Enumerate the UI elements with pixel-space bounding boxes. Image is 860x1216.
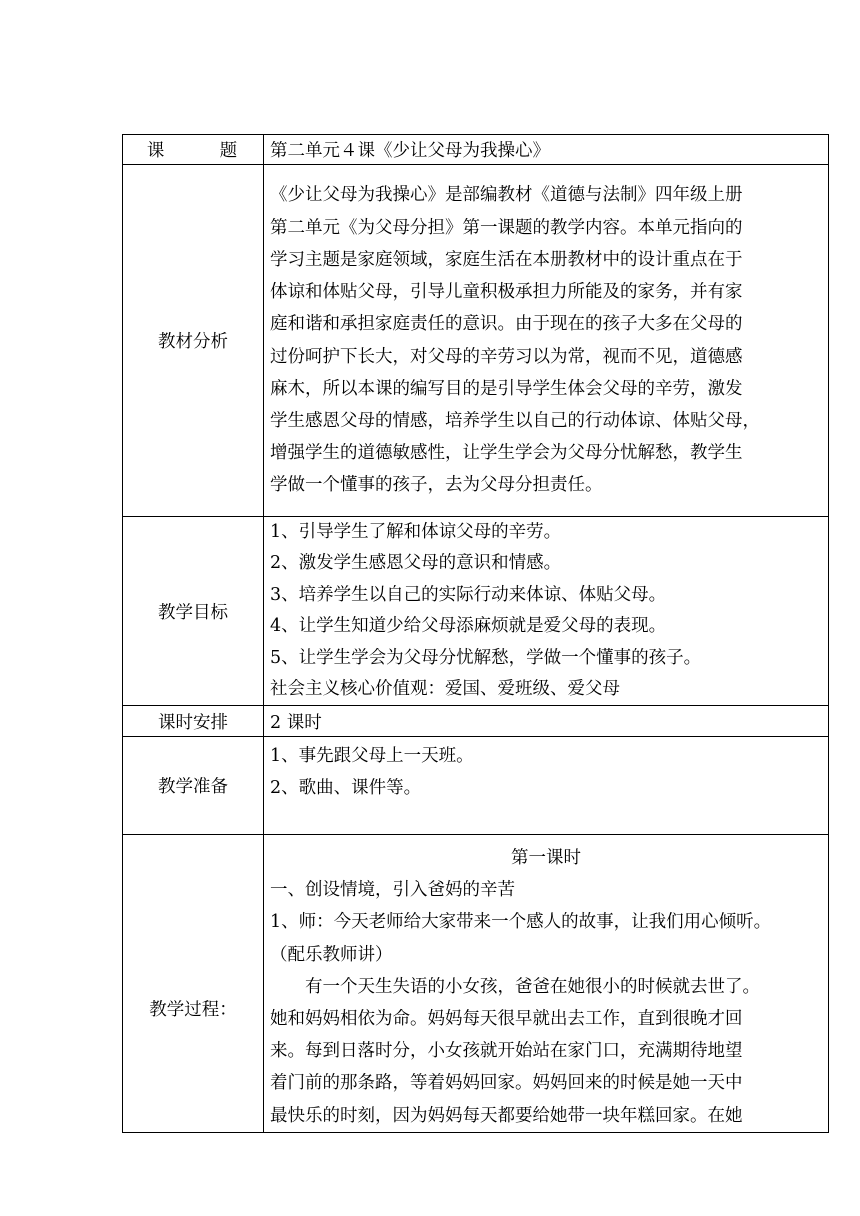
prep-item: 2、歌曲、课件等。 (270, 778, 422, 799)
analysis-line: 增强学生的道德敏感性，让学生学会为父母分忧解愁，教学生 (270, 443, 743, 464)
row-hours (123, 706, 829, 737)
goals-label: 教学目标 (123, 517, 264, 706)
analysis-line: 学做一个懂事的孩子，去为父母分担责任。 (270, 475, 603, 496)
title-label-char-1: 课 (146, 141, 167, 161)
process-content (264, 835, 829, 1133)
analysis-line: 第二单元《为父母分担》第一课题的教学内容。本单元指向的 (270, 217, 743, 238)
analysis-line: 庭和谐和承担家庭责任的意识。由于现在的孩子大多在父母的 (270, 314, 743, 335)
process-line: 1、师：今天老师给大家带来一个感人的故事，让我们用心倾听。 (270, 912, 772, 933)
analysis-label: 教材分析 (123, 165, 264, 517)
goal-item: 1、引导学生了解和体谅父母的辛劳。 (270, 522, 562, 542)
row-prep (123, 737, 829, 835)
process-label: 教学过程： (123, 835, 264, 1133)
process-line: 一、创设情境，引入爸妈的辛苦 (270, 880, 515, 901)
hours-value: 2 课时 (264, 706, 829, 737)
analysis-content (264, 165, 829, 517)
row-analysis (123, 165, 829, 517)
analysis-line: 学习主题是家庭领域，家庭生活在本册教材中的设计重点在于 (270, 249, 743, 270)
goal-item: 5、让学生学会为父母分忧解愁，学做一个懂事的孩子。 (270, 647, 702, 668)
row-title (123, 135, 829, 165)
goal-item: 3、培养学生以自己的实际行动来体谅、体贴父母。 (270, 584, 667, 605)
session-heading: 第一课时 (511, 848, 581, 869)
title-label-char-2: 题 (219, 141, 240, 161)
analysis-line: 体谅和体贴父母，引导儿童积极承担力所能及的家务，并有家 (270, 282, 743, 303)
prep-label: 教学准备 (123, 737, 264, 835)
goals-content (264, 517, 829, 706)
row-goals (123, 517, 829, 706)
analysis-line: 《少让父母为我操心》是部编教材《道德与法制》四年级上册 (270, 185, 743, 206)
hours-label: 课时安排 (123, 706, 264, 737)
goal-item: 4、让学生知道少给父母添麻烦就是爱父母的表现。 (270, 616, 667, 637)
prep-item: 1、事先跟父母上一天班。 (270, 746, 474, 767)
story-line: 着门前的那条路，等着妈妈回家。妈妈回来的时候是她一天中 (270, 1073, 743, 1094)
analysis-line: 学生感恩父母的情感，培养学生以自己的行动体谅、体贴父母， (270, 410, 760, 431)
story-line: 来。每到日落时分，小女孩就开始站在家门口，充满期待地望 (270, 1041, 743, 1062)
story-line: 最快乐的时刻，因为妈妈每天都要给她带一块年糕回家。在她 (270, 1105, 743, 1126)
story-first-line: 有一个天生失语的小女孩，爸爸在她很小的时候就去世了。 (305, 976, 760, 997)
analysis-line: 麻木，所以本课的编写目的是引导学生体会父母的辛劳，激发 (270, 378, 743, 399)
story-line: 她和妈妈相依为命。妈妈每天很早就出去工作，直到很晚才回 (270, 1009, 743, 1030)
lesson-plan-table (122, 134, 829, 1133)
row-process (123, 835, 829, 1133)
prep-content (264, 737, 829, 835)
lesson-title: 第二单元４课《少让父母为我操心》 (264, 135, 829, 165)
analysis-line: 过份呵护下长大，对父母的辛劳习以为常，视而不见，道德感 (270, 346, 743, 367)
title-label (123, 135, 264, 165)
process-line: （配乐教师讲） (270, 944, 393, 965)
core-values-line: 社会主义核心价值观：爱国、爱班级、爱父母 (270, 679, 620, 700)
goal-item: 2、激发学生感恩父母的意识和情感。 (270, 553, 562, 574)
